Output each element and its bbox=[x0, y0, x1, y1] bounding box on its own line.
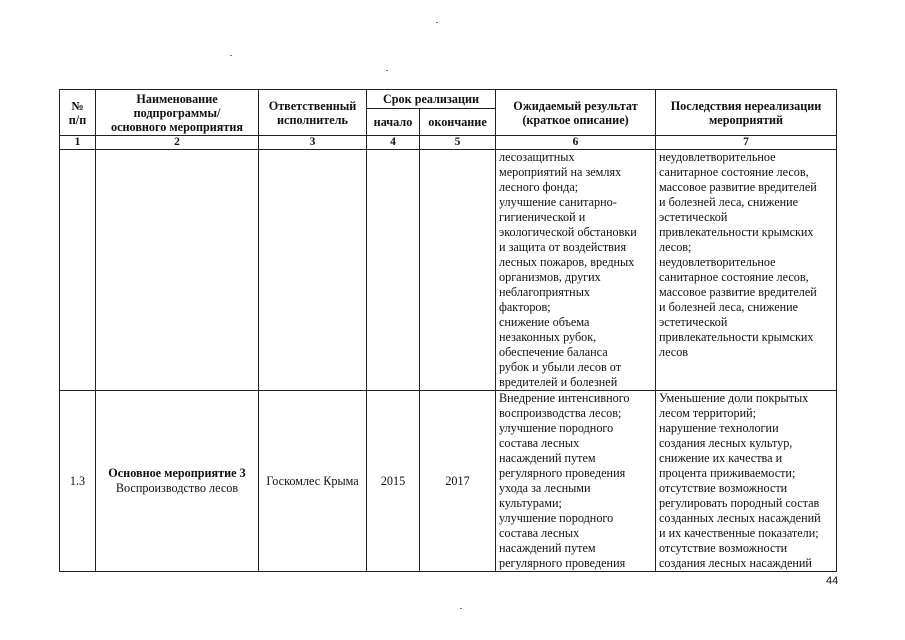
column-number: 5 bbox=[420, 136, 496, 150]
row-start bbox=[367, 150, 420, 391]
row-start: 2015 bbox=[367, 391, 420, 572]
column-number: 4 bbox=[367, 136, 420, 150]
header-responsible: Ответственный исполнитель bbox=[259, 90, 367, 136]
row-end: 2017 bbox=[420, 391, 496, 572]
row-name-subtitle: Воспроизводство лесов bbox=[115, 481, 239, 495]
column-number: 6 bbox=[496, 136, 656, 150]
column-number: 3 bbox=[259, 136, 367, 150]
document-table bbox=[59, 89, 837, 572]
row-name bbox=[96, 150, 259, 391]
header-result: Ожидаемый результат (краткое описание) bbox=[496, 90, 656, 136]
scan-speck bbox=[460, 608, 462, 609]
row-end bbox=[420, 150, 496, 391]
header-name: Наименование подпрограммы/ основного мероприятия bbox=[96, 90, 259, 136]
row-consequences: Уменьшение доли покрытых лесом территорий; нарушение технологии создания лесных культур, снижение их качества и процента приживаемости; отсутствие возможности регулировать породный состав созданных лесных насаждений и их качественные показатели; отсутствие возможности создания лесных насаждений bbox=[656, 391, 837, 572]
scan-speck bbox=[230, 55, 232, 56]
table-row bbox=[60, 391, 837, 572]
row-name bbox=[96, 391, 259, 572]
row-number: 1.3 bbox=[60, 391, 96, 572]
column-number: 2 bbox=[96, 136, 259, 150]
row-responsible: Госкомлес Крыма bbox=[259, 391, 367, 572]
row-number bbox=[60, 150, 96, 391]
scan-speck bbox=[436, 22, 438, 23]
row-responsible bbox=[259, 150, 367, 391]
scan-speck bbox=[386, 70, 388, 71]
header-consequences: Последствия нереализации мероприятий bbox=[656, 90, 837, 136]
header-start: начало bbox=[367, 109, 420, 136]
row-consequences: неудовлетворительное санитарное состояние лесов, массовое развитие вредителей и болезней леса, снижение эстетической привлекательности крымских лесов; неудовлетворительное санитарное состояние лесов, массовое развитие вредителей и болезней леса, снижение эстетической привлекательности крымских лесов bbox=[656, 150, 837, 391]
column-number: 1 bbox=[60, 136, 96, 150]
column-number-row bbox=[60, 136, 837, 150]
header-number: № п/п bbox=[60, 90, 96, 136]
table-row bbox=[60, 150, 837, 391]
column-number: 7 bbox=[656, 136, 837, 150]
row-name-title: Основное мероприятие 3 bbox=[108, 466, 246, 480]
row-result: лесозащитных мероприятий на землях лесного фонда; улучшение санитарно- гигиенической и экологической обстановки и защита от воздействия лесных пожаров, вредных организмов, других неблагоприятных факторов; снижение объема незаконных рубок, обеспечение баланса рубок и убыли лесов от вредителей и болезней bbox=[496, 150, 656, 391]
row-result: Внедрение интенсивного воспроизводства лесов; улучшение породного состава лесных насаждений путем регулярного проведения ухода за лесными культурами; улучшение породного состава лесных насаждений путем регулярного проведения bbox=[496, 391, 656, 572]
page-number: 44 bbox=[826, 575, 839, 587]
header-period: Срок реализации bbox=[367, 90, 496, 109]
header-end: окончание bbox=[420, 109, 496, 136]
